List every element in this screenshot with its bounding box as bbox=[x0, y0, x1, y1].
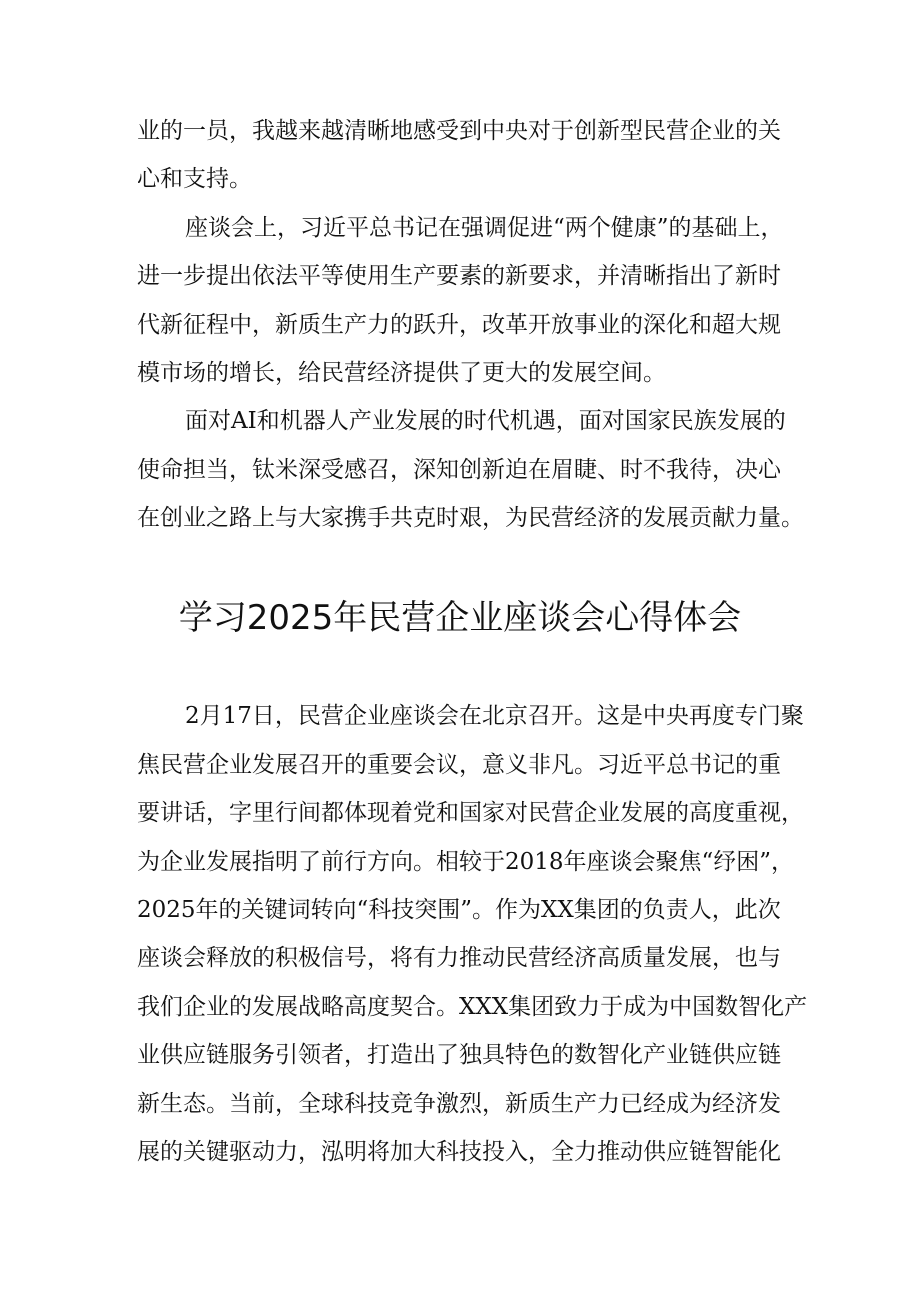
paragraph-line: 我们企业的发展战略高度契合。XXX集团致力于成为中国数智化产 bbox=[137, 994, 808, 1020]
paragraph-line: 面对AI和机器人产业发展的时代机遇，面对国家民族发展的 bbox=[185, 408, 786, 434]
paragraph-line: 新生态。当前，全球科技竞争激烈，新质生产力已经成为经济发 bbox=[137, 1091, 781, 1117]
paragraph-line: 使命担当，钛米深受感召，深知创新迫在眉睫、时不我待，决心 bbox=[137, 457, 781, 483]
paragraph-line: 展的关键驱动力，泓明将加大科技投入，全力推动供应链智能化 bbox=[137, 1139, 781, 1165]
paragraph-line: 心和支持。 bbox=[137, 166, 252, 192]
paragraph-line: 业的一员，我越来越清晰地感受到中央对于创新型民营企业的关 bbox=[137, 118, 781, 144]
paragraph-line: 要讲话，字里行间都体现着党和国家对民营企业发展的高度重视， bbox=[137, 800, 804, 826]
paragraph-line: 座谈会上，习近平总书记在强调促进“两个健康”的基础上， bbox=[185, 215, 784, 241]
paragraph-line: 业供应链服务引领者，打造出了独具特色的数智化产业链供应链 bbox=[137, 1042, 781, 1068]
paragraph-line: 2025年的关键词转向“科技突围”。作为XX集团的负责人，此次 bbox=[137, 897, 781, 923]
paragraph-line: 2月17日，民营企业座谈会在北京召开。这是中央再度专门聚 bbox=[185, 703, 804, 729]
paragraph-line: 焦民营企业发展召开的重要会议，意义非凡。习近平总书记的重 bbox=[137, 752, 781, 778]
paragraph-line: 在创业之路上与大家携手共克时艰，为民营经济的发展贡献力量。 bbox=[137, 505, 804, 531]
paragraph-line: 进一步提出依法平等使用生产要素的新要求，并清晰指出了新时 bbox=[137, 263, 781, 289]
paragraph-line: 模市场的增长，给民营经济提供了更大的发展空间。 bbox=[137, 360, 666, 386]
paragraph-line: 为企业发展指明了前行方向。相较于2018年座谈会聚焦“纾困”， bbox=[137, 849, 795, 875]
page-title: 学习2025年民营企业座谈会心得体会 bbox=[178, 598, 742, 638]
paragraph-line: 座谈会释放的积极信号，将有力推动民营经济高质量发展，也与 bbox=[137, 945, 781, 971]
paragraph-line: 代新征程中，新质生产力的跃升，改革开放事业的深化和超大规 bbox=[137, 312, 781, 338]
